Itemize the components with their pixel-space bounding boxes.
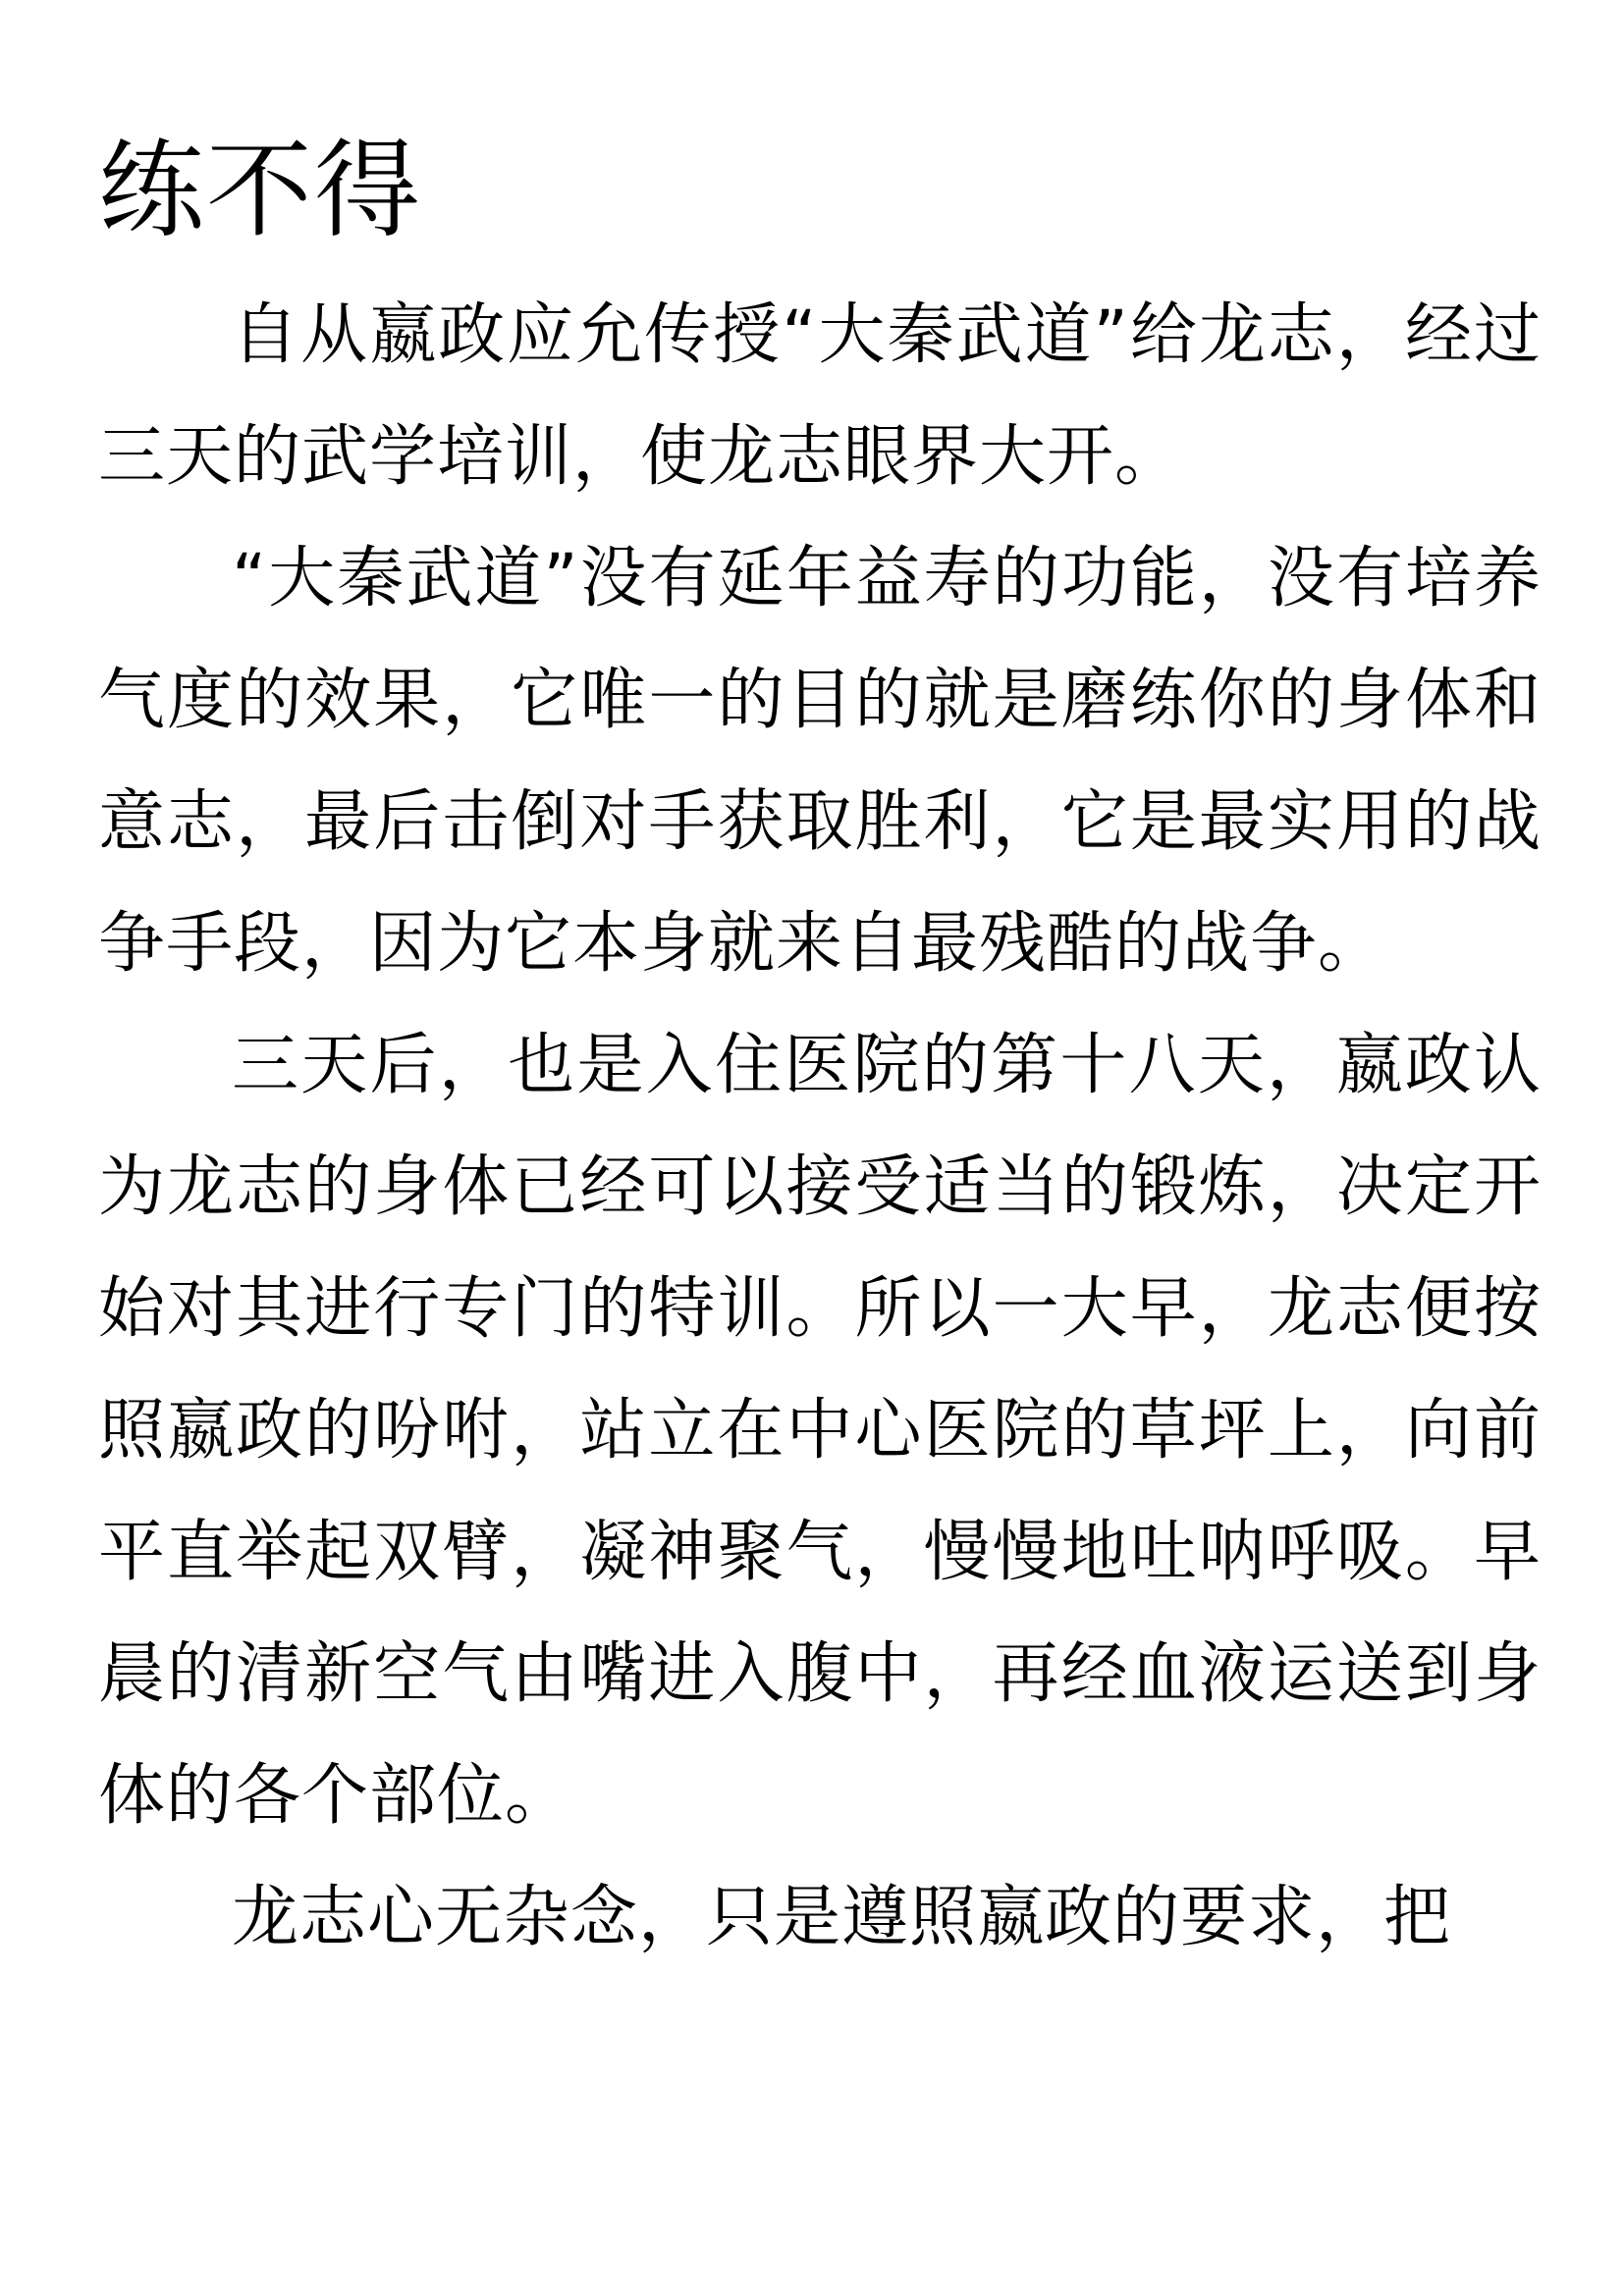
page-title: 练不得 — [98, 130, 423, 252]
paragraph-2: “大秦武道”没有延年益寿的功能，没有培养气度的效果，它唯一的目的就是磨练你的身体和意志，最后击倒对手获取胜利，它是最实用的战争手段，因为它本身就来自最残酷的战争。 — [98, 540, 1542, 983]
paragraph-1: 自从嬴政应允传授“大秦武道”给龙志，经过三天的武学培训，使龙志眼界大开。 — [98, 296, 1542, 496]
document-page — [98, 118, 1542, 1979]
paragraph-4: 龙志心无杂念，只是遵照嬴政的要求，把 — [232, 1879, 1452, 1956]
paragraph-3: 三天后，也是入住医院的第十八天，嬴政认为龙志的身体已经可以接受适当的锻炼，决定开始对其进行专门的特训。所以一大早，龙志便按照嬴政的吩咐，站立在中心医院的草坪上，向前平直举起双臂，凝神聚气，慢慢地吐呐呼吸。早晨的清新空气由嘴进入腹中，再经血液运送到身体的各个部位。 — [98, 1027, 1542, 1835]
